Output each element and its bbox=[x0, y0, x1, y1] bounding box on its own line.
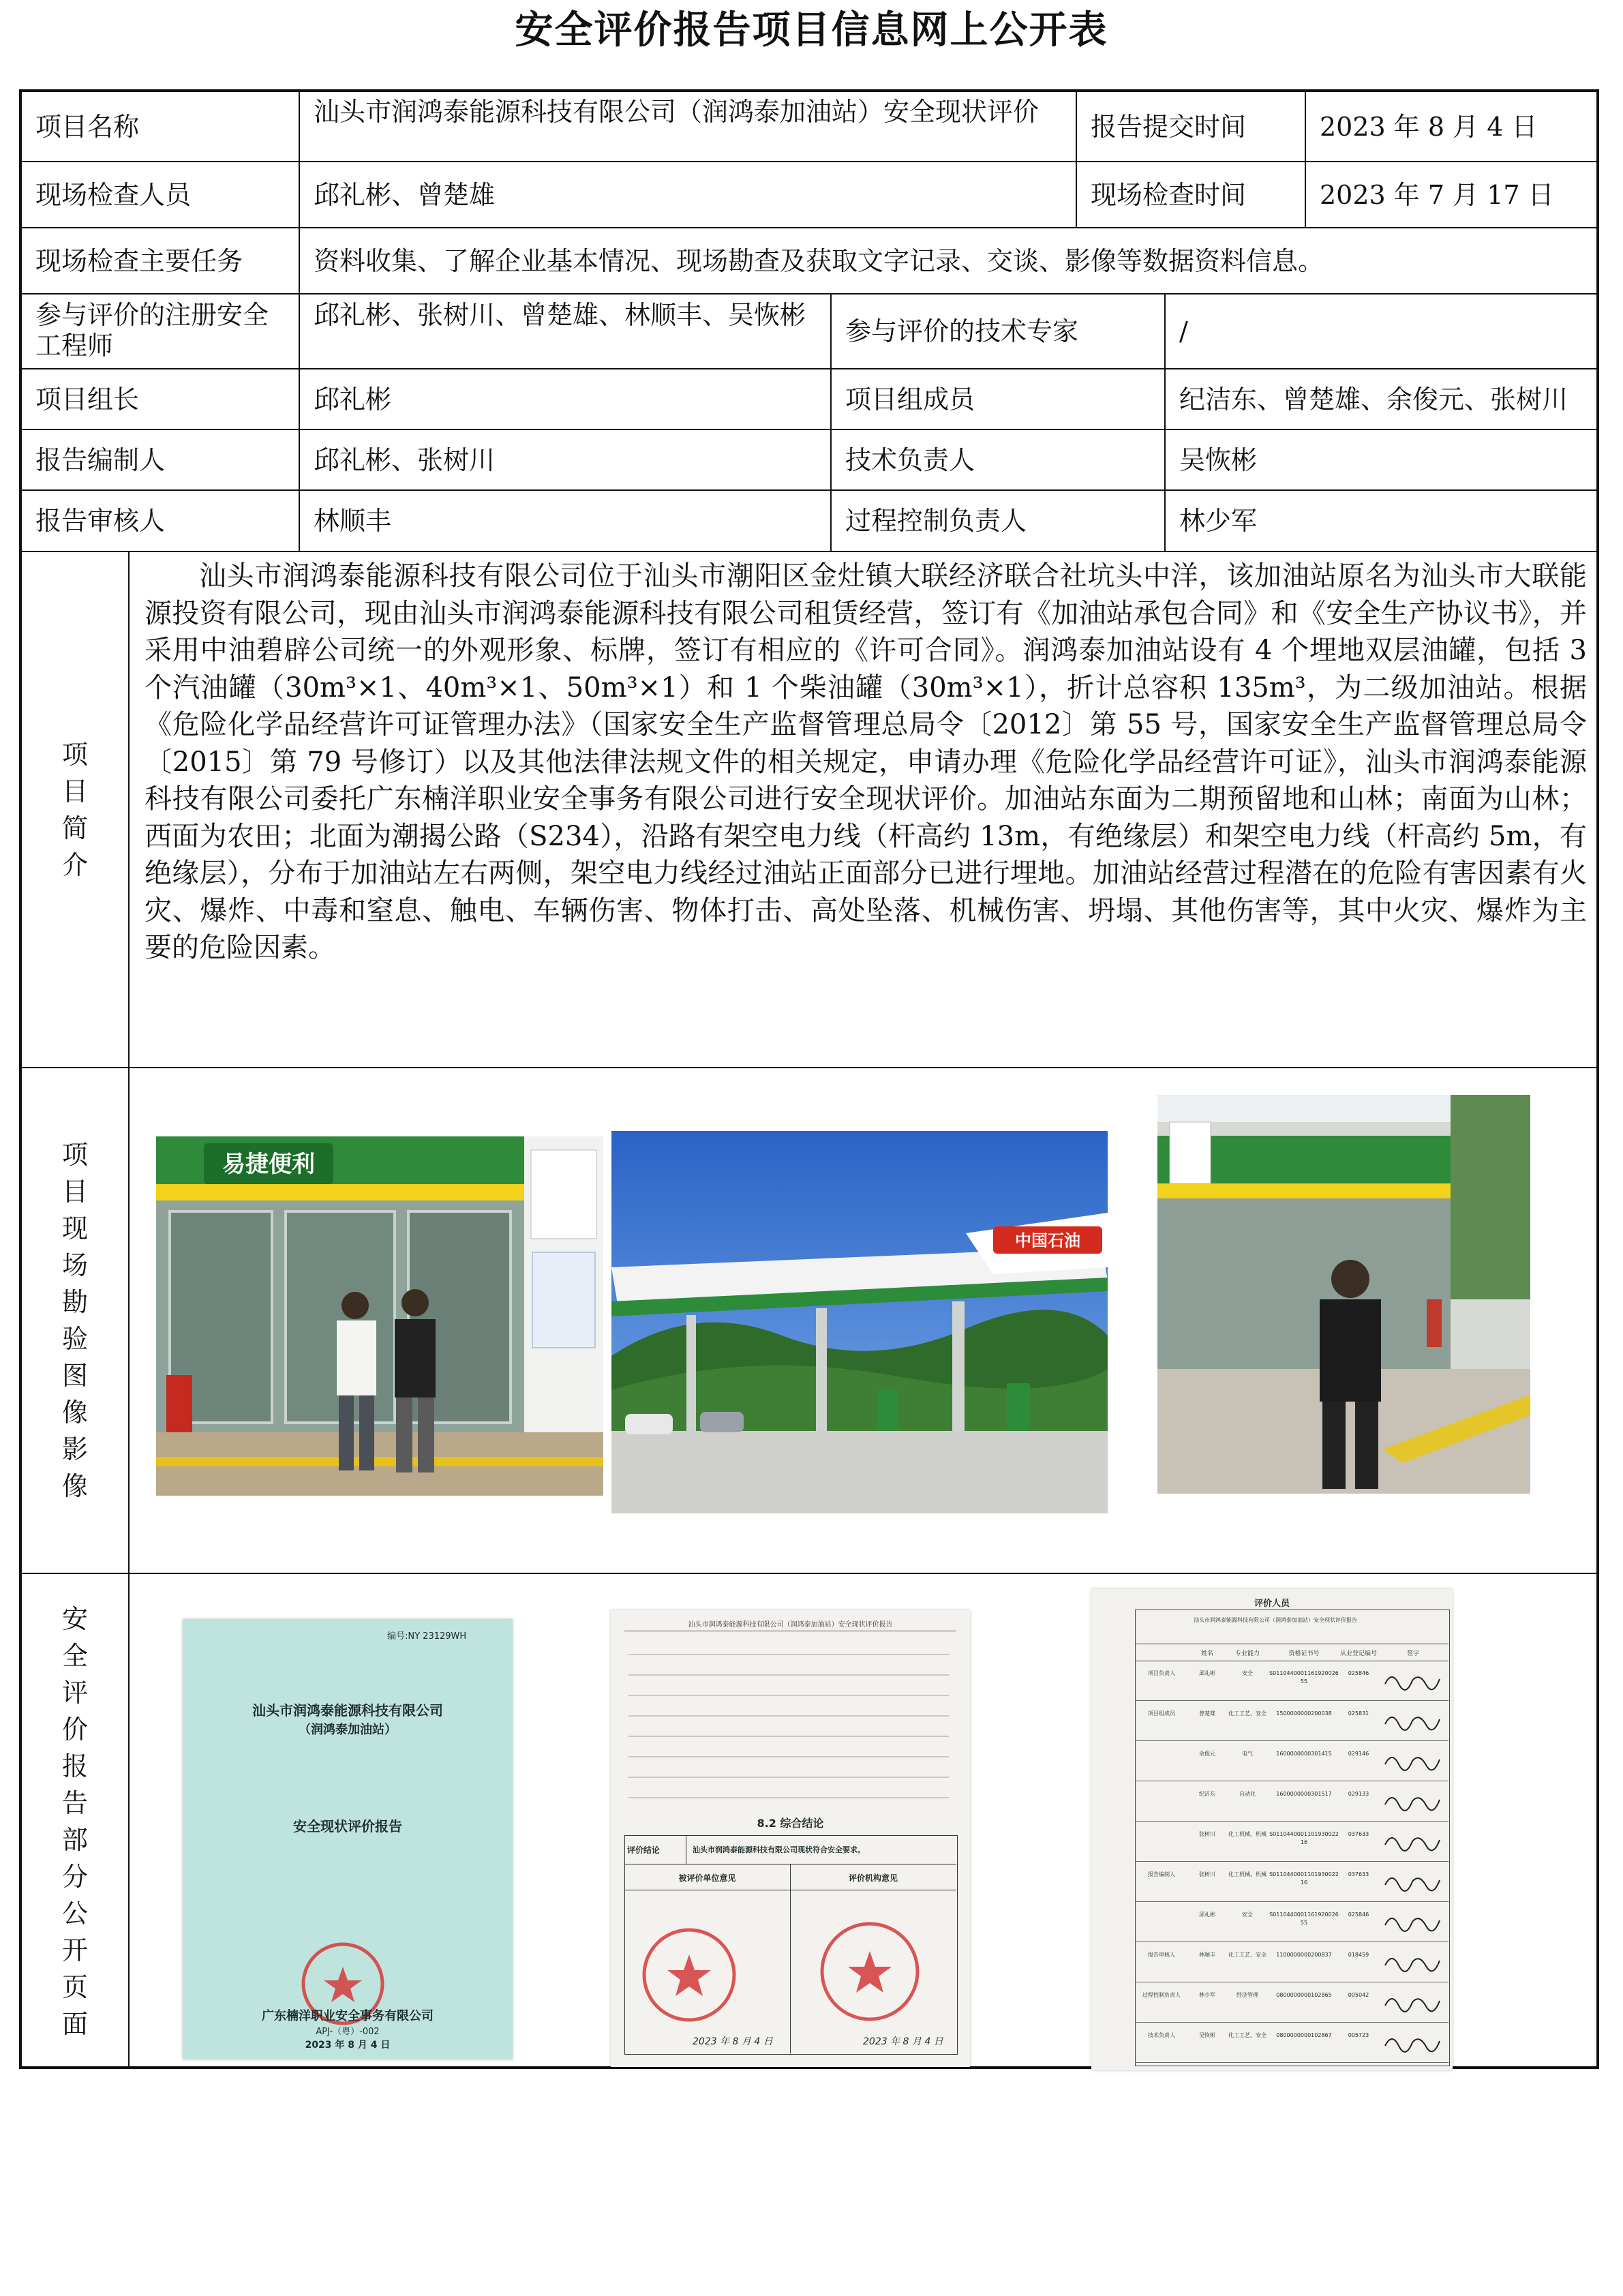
report-staff-page bbox=[1091, 1589, 1453, 2070]
staff-cell: 安全 bbox=[1242, 1912, 1253, 1918]
staff-cell: 项目负责人 bbox=[1148, 1670, 1175, 1676]
staff-cell: 018459 bbox=[1348, 1952, 1369, 1958]
process-lead-value: 林少军 bbox=[1166, 491, 1599, 552]
conclusion-date-right: 2023 年 8 月 4 日 bbox=[863, 2036, 943, 2047]
process-lead-label: 过程控制负责人 bbox=[832, 491, 1166, 552]
staff-cell: S011044000116192002655 bbox=[1269, 1670, 1339, 1685]
project-name-label: 项目名称 bbox=[22, 92, 300, 162]
staff-cell: 0800000000102865 bbox=[1276, 1992, 1332, 1998]
staff-cell: S011044000116192002655 bbox=[1269, 1912, 1339, 1926]
staff-cell: 邱礼彬 bbox=[1199, 1670, 1215, 1676]
site-photo-store-front bbox=[156, 1136, 603, 1496]
conclusion-section: 8.2 综合结论 bbox=[757, 1817, 824, 1830]
staff-cell: 电气 bbox=[1242, 1751, 1253, 1757]
compiler-value: 邱礼彬、张树川 bbox=[300, 430, 832, 491]
inspectors-value: 邱礼彬、曾楚雄 bbox=[300, 162, 1077, 228]
staff-cell: 1600000000301517 bbox=[1276, 1791, 1332, 1797]
members-value: 纪洁东、曾楚雄、余俊元、张树川 bbox=[1166, 369, 1599, 430]
cover-firm: 广东楠洋职业安全事务有限公司 bbox=[262, 2009, 434, 2023]
staff-cell: S011044000110193002216 bbox=[1269, 1871, 1339, 1886]
staff-col-header: 资格证书号 bbox=[1288, 1650, 1320, 1657]
engineers-label: 参与评价的注册安全工程师 bbox=[22, 294, 300, 369]
staff-cell: 吴恢彬 bbox=[1199, 2032, 1215, 2038]
staff-project: 汕头市润鸿泰能源科技有限公司（润鸿泰加油站）安全现状评价报告 bbox=[1194, 1617, 1357, 1623]
staff-cell: 报告审核人 bbox=[1148, 1952, 1175, 1958]
inspect-time-value: 2023 年 7 月 17 日 bbox=[1306, 162, 1599, 228]
staff-cell: 1500000000200038 bbox=[1276, 1710, 1332, 1717]
signature-icon bbox=[1382, 1908, 1443, 1935]
staff-row bbox=[1135, 1942, 1448, 1982]
staff-row bbox=[1135, 1821, 1448, 1862]
staff-col-header: 姓名 bbox=[1200, 1650, 1213, 1657]
report-cover-page bbox=[183, 1619, 513, 2059]
experts-label: 参与评价的技术专家 bbox=[832, 294, 1166, 369]
staff-cell: 1100000000200837 bbox=[1276, 1952, 1332, 1958]
conclusion-seal-left-icon bbox=[638, 1924, 740, 2026]
staff-row bbox=[1135, 1982, 1448, 2023]
staff-col-header: 从业登记编号 bbox=[1339, 1650, 1377, 1657]
leader-label: 项目组长 bbox=[22, 369, 300, 430]
signature-icon bbox=[1382, 2029, 1443, 2056]
signature-icon bbox=[1382, 1787, 1443, 1815]
conclusion-col-right: 评价机构意见 bbox=[848, 1873, 898, 1883]
reviewer-value: 林顺丰 bbox=[300, 491, 832, 552]
signature-icon bbox=[1382, 1828, 1443, 1855]
staff-cell: 余俊元 bbox=[1199, 1751, 1215, 1757]
signature-icon bbox=[1382, 1667, 1443, 1694]
staff-cell: 安全 bbox=[1242, 1670, 1253, 1676]
staff-cell: 过程控制负责人 bbox=[1142, 1992, 1181, 1998]
staff-cell: 曾楚雄 bbox=[1199, 1710, 1215, 1717]
staff-cell: 自动化 bbox=[1239, 1791, 1256, 1797]
staff-cell: 025846 bbox=[1348, 1912, 1369, 1918]
staff-col-header: 专业能力 bbox=[1234, 1650, 1260, 1657]
store-sign-text: 易捷便利 bbox=[222, 1151, 315, 1178]
staff-row bbox=[1135, 1901, 1448, 1942]
staff-row bbox=[1135, 1700, 1448, 1741]
inspect-time-label: 现场检查时间 bbox=[1077, 162, 1306, 228]
staff-header: 评价人员 bbox=[1254, 1599, 1290, 1609]
site-photos-label: 项目现场勘验图像影像 bbox=[22, 1068, 130, 1574]
staff-cell: 项目组成员 bbox=[1148, 1710, 1175, 1717]
staff-cell: 张树川 bbox=[1199, 1871, 1215, 1877]
inspectors-label: 现场检查人员 bbox=[22, 162, 300, 228]
canopy-brand-text: 中国石油 bbox=[1015, 1231, 1080, 1250]
staff-cell: 005723 bbox=[1348, 2032, 1369, 2038]
staff-cell: 化工工艺、安全 bbox=[1228, 1710, 1266, 1717]
tasks-value: 资料收集、了解企业基本情况、现场勘查及获取文字记录、交谈、影像等数据资料信息。 bbox=[300, 228, 1599, 294]
cover-license: APJ-（粤）-002 bbox=[316, 2027, 380, 2037]
signature-icon bbox=[1382, 1948, 1443, 1976]
project-name-value: 汕头市润鸿泰能源科技有限公司（润鸿泰加油站）安全现状评价 bbox=[300, 92, 1077, 162]
cover-date: 2023 年 8 月 4 日 bbox=[305, 2040, 391, 2051]
signature-icon bbox=[1382, 1707, 1443, 1734]
members-label: 项目组成员 bbox=[832, 369, 1166, 430]
tech-lead-value: 吴恢彬 bbox=[1166, 430, 1599, 491]
submit-time-label: 报告提交时间 bbox=[1077, 92, 1306, 162]
site-photo-inspector bbox=[1157, 1095, 1530, 1494]
staff-cell: 化工机械、机械 bbox=[1228, 1871, 1266, 1877]
tech-lead-label: 技术负责人 bbox=[832, 430, 1166, 491]
cover-report-title: 安全现状评价报告 bbox=[293, 1818, 402, 1834]
staff-cell: 029146 bbox=[1348, 1751, 1369, 1757]
report-conclusion-page bbox=[611, 1610, 970, 2067]
staff-col-header: 签字 bbox=[1406, 1650, 1419, 1657]
engineers-value: 邱礼彬、张树川、曾楚雄、林顺丰、吴恢彬 bbox=[300, 294, 832, 369]
compiler-label: 报告编制人 bbox=[22, 430, 300, 491]
signature-icon bbox=[1382, 1868, 1443, 1895]
staff-row bbox=[1135, 1740, 1448, 1781]
conclusion-header: 汕头市润鸿泰能源科技有限公司（润鸿泰加油站）安全现状评价报告 bbox=[688, 1621, 893, 1629]
conclusion-row-label: 评价结论 bbox=[627, 1845, 661, 1855]
staff-cell: 1600000000301415 bbox=[1276, 1751, 1332, 1757]
cover-serial: 编号:NY 23129WH bbox=[387, 1631, 467, 1642]
staff-cell: 邱礼彬 bbox=[1199, 1912, 1215, 1918]
conclusion-row-value: 汕头市润鸿泰能源科技有限公司现状符合安全要求。 bbox=[693, 1845, 865, 1854]
reviewer-label: 报告审核人 bbox=[22, 491, 300, 552]
staff-cell: 报告编制人 bbox=[1148, 1871, 1175, 1877]
staff-cell: 技术负责人 bbox=[1148, 2032, 1175, 2038]
cover-company: 汕头市润鸿泰能源科技有限公司 bbox=[252, 1702, 443, 1719]
conclusion-seal-right-icon bbox=[815, 1917, 924, 2026]
experts-value: / bbox=[1166, 294, 1599, 369]
staff-cell: 林少军 bbox=[1199, 1992, 1215, 1998]
staff-cell: 林顺丰 bbox=[1199, 1952, 1215, 1958]
staff-row bbox=[1135, 1781, 1448, 1822]
cover-station: （润鸿泰加油站） bbox=[299, 1723, 397, 1737]
intro-text: 汕头市润鸿泰能源科技有限公司位于汕头市潮阳区金灶镇大联经济联合社坑头中洋，该加油站原名为汕头市大联能源投资有限公司，现由汕头市润鸿泰能源科技有限公司租赁经营，签订有《加油站承包合同》和《安全生产协议书》，并采用中油碧辟公司统一的外观形象、标牌，签订有相应的《许可合同》。润鸿泰加油站设有 4 个埋地双层油罐，包括 3 个汽油罐（30m³×1、40m³×1、50m³×1）和 1 个柴油罐（30m³×1），折计总容积 135m³，为二级加油站。根据《危险化学品经营许可证管理办法》（国家安全生产监督管理总局令〔2012〕第 55 号，国家安全生产监督管理总局令〔2015〕第 79 号修订）以及其他法律法规文件的相关规定，申请办理《危险化学品经营许可证》，汕头市润鸿泰能源科技有限公司委托广东楠洋职业安全事务有限公司进行安全现状评价。加油站东面为二期预留地和山林；南面为山林；西面为农田；北面为潮揭公路（S234），沿路有架空电力线（杆高约 13m，有绝缘层）和架空电力线（杆高约 5m，有绝缘层），分布于加油站左右两侧，架空电力线经过油站正面部分已进行埋地。加油站经营过程潜在的危险有害因素有火灾、爆炸、中毒和窒息、触电、车辆伤害、物体打击、高处坠落、机械伤害、坍塌、其他伤害等，其中火灾、爆炸为主要的危险因素。 bbox=[130, 552, 1599, 1068]
staff-cell: 张树川 bbox=[1199, 1831, 1215, 1837]
site-photo-fuel-canopy bbox=[611, 1131, 1108, 1513]
staff-cell: 化工工艺、安全 bbox=[1228, 1952, 1266, 1958]
staff-cell: 037633 bbox=[1348, 1831, 1369, 1837]
tasks-label: 现场检查主要任务 bbox=[22, 228, 300, 294]
leader-value: 邱礼彬 bbox=[300, 369, 832, 430]
staff-cell: 纪洁东 bbox=[1199, 1791, 1215, 1797]
conclusion-col-left: 被评价单位意见 bbox=[678, 1873, 736, 1883]
staff-row bbox=[1135, 1660, 1448, 1701]
submit-time-value: 2023 年 8 月 4 日 bbox=[1306, 92, 1599, 162]
staff-table-header bbox=[1135, 1644, 1448, 1661]
staff-cell: S011044000110193002216 bbox=[1269, 1831, 1339, 1845]
staff-cell: 经济管理 bbox=[1237, 1992, 1258, 1998]
staff-row bbox=[1135, 1861, 1448, 1902]
page-title: 安全评价报告项目信息网上公开表 bbox=[515, 8, 1108, 52]
staff-cell: 025846 bbox=[1348, 1670, 1369, 1676]
conclusion-date-left: 2023 年 8 月 4 日 bbox=[693, 2036, 773, 2047]
staff-cell: 0800000000102867 bbox=[1276, 2032, 1332, 2038]
staff-cell: 化工机械、机械 bbox=[1228, 1831, 1266, 1837]
staff-cell: 化工工艺、安全 bbox=[1228, 2032, 1266, 2038]
intro-label: 项目简介 bbox=[22, 552, 130, 1068]
staff-row bbox=[1135, 2022, 1448, 2063]
staff-cell: 005042 bbox=[1348, 1992, 1369, 1998]
staff-cell: 037633 bbox=[1348, 1871, 1369, 1877]
signature-icon bbox=[1382, 1747, 1443, 1774]
signature-icon bbox=[1382, 1989, 1443, 2016]
report-pages-label: 安全评价报告部分公开页面 bbox=[22, 1574, 130, 2069]
staff-cell: 029133 bbox=[1348, 1791, 1369, 1797]
staff-cell: 025831 bbox=[1348, 1710, 1369, 1717]
